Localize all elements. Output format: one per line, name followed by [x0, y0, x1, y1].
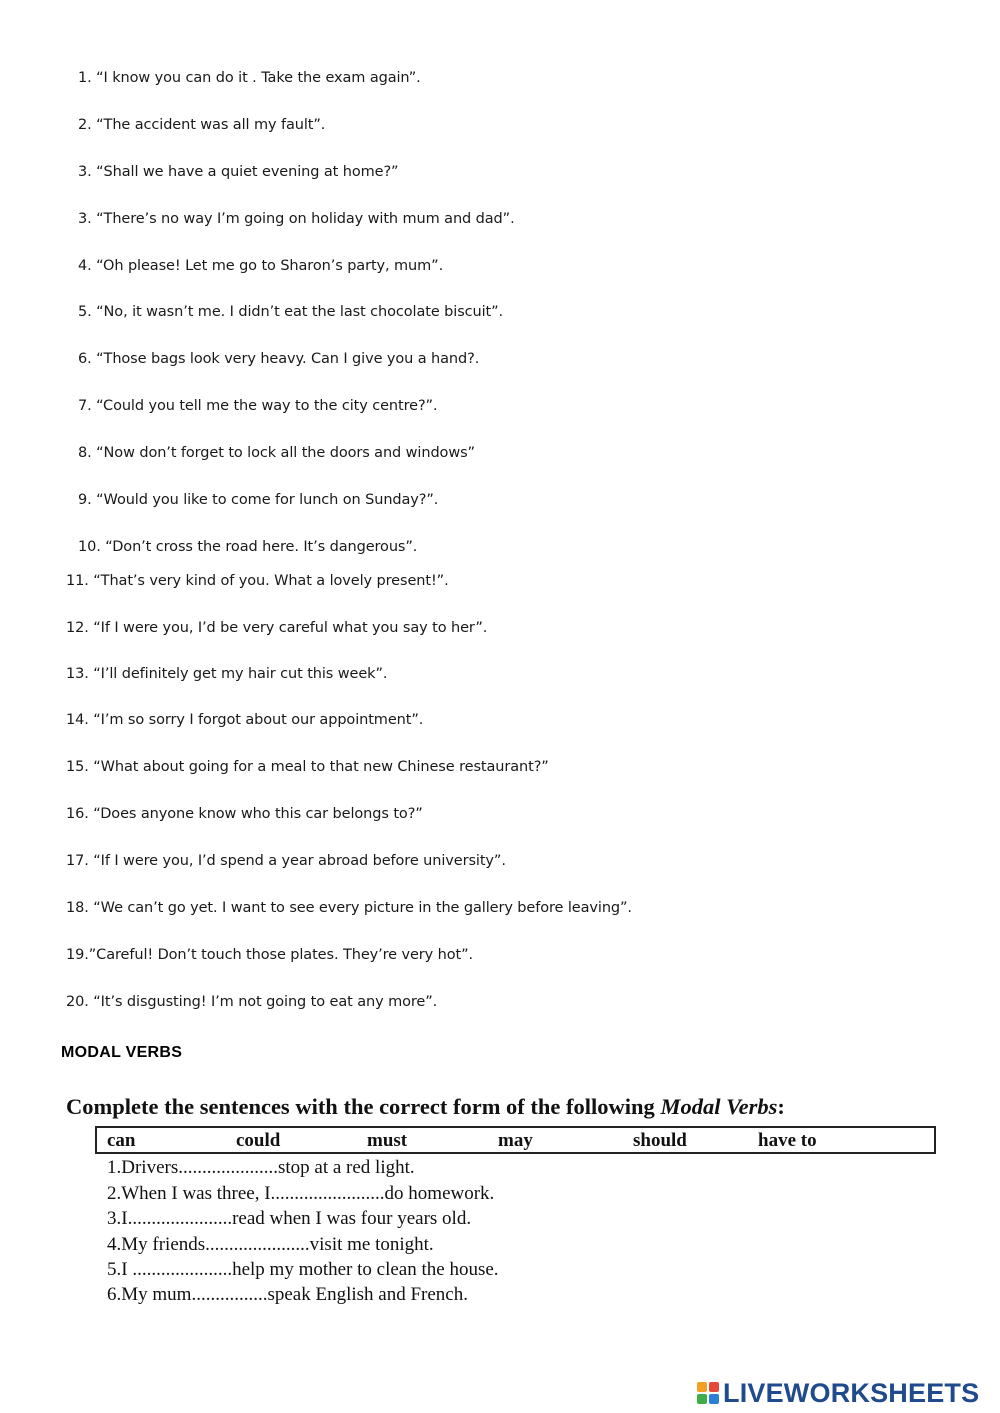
question-1: 1. “I know you can do it . Take the exam again”. — [78, 70, 421, 86]
logo-square-2 — [709, 1382, 719, 1392]
word-must: must — [367, 1130, 408, 1151]
sentence-3: 3.I......................read when I was four years old. — [107, 1208, 472, 1229]
question-15: 15. “What about going for a meal to that new Chinese restaurant?” — [66, 759, 549, 775]
instruction-suffix: : — [777, 1094, 785, 1119]
liveworksheets-logo-icon — [697, 1382, 719, 1404]
question-3b: 3. “There’s no way I’m going on holiday with mum and dad”. — [78, 211, 515, 227]
word-may: may — [498, 1130, 533, 1151]
logo-square-3 — [697, 1394, 707, 1404]
question-20: 20. “It’s disgusting! I’m not going to eat any more”. — [66, 994, 438, 1010]
instruction-emphasis: Modal Verbs — [660, 1094, 778, 1119]
word-have-to: have to — [758, 1130, 817, 1151]
question-10: 10. “Don’t cross the road here. It’s dangerous”. — [78, 539, 418, 555]
question-16: 16. “Does anyone know who this car belongs to?” — [66, 806, 423, 822]
question-18: 18. “We can’t go yet. I want to see every picture in the gallery before leaving”. — [66, 900, 632, 916]
word-should: should — [633, 1130, 687, 1151]
question-4: 4. “Oh please! Let me go to Sharon’s party, mum”. — [78, 258, 444, 274]
instruction-prefix: Complete the sentences with the correct form of the following — [66, 1094, 661, 1119]
logo-square-1 — [697, 1382, 707, 1392]
word-can: can — [107, 1130, 136, 1151]
sentence-5: 5.I .....................help my mother to clean the house. — [107, 1259, 499, 1280]
question-13: 13. “I’ll definitely get my hair cut this week”. — [66, 666, 388, 682]
logo-square-4 — [709, 1394, 719, 1404]
question-6: 6. “Those bags look very heavy. Can I give you a hand?. — [78, 351, 480, 367]
word-could: could — [236, 1130, 281, 1151]
question-3a: 3. “Shall we have a quiet evening at home?” — [78, 164, 399, 180]
question-7: 7. “Could you tell me the way to the city centre?”. — [78, 398, 438, 414]
question-5: 5. “No, it wasn’t me. I didn’t eat the last chocolate biscuit”. — [78, 304, 504, 320]
word-box — [95, 1126, 936, 1154]
question-2: 2. “The accident was all my fault”. — [78, 117, 326, 133]
question-8: 8. “Now don’t forget to lock all the doors and windows” — [78, 445, 475, 461]
sentence-6: 6.My mum................speak English and French. — [107, 1284, 468, 1305]
question-11: 11. “That’s very kind of you. What a lovely present!”. — [66, 573, 449, 589]
question-19: 19.”Careful! Don’t touch those plates. They’re very hot”. — [66, 947, 474, 963]
sentence-4: 4.My friends......................visit me tonight. — [107, 1234, 434, 1255]
liveworksheets-watermark — [697, 1377, 979, 1409]
instruction-line — [66, 1094, 785, 1120]
section-heading: MODAL VERBS — [61, 1044, 183, 1061]
question-17: 17. “If I were you, I’d spend a year abroad before university”. — [66, 853, 506, 869]
question-12: 12. “If I were you, I’d be very careful what you say to her”. — [66, 620, 488, 636]
liveworksheets-wordmark: LIVEWORKSHEETS — [723, 1377, 980, 1408]
question-9: 9. “Would you like to come for lunch on Sunday?”. — [78, 492, 439, 508]
sentence-2: 2.When I was three, I........................do homework. — [107, 1183, 495, 1204]
sentence-1: 1.Drivers.....................stop at a red light. — [107, 1157, 415, 1178]
question-14: 14. “I’m so sorry I forgot about our appointment”. — [66, 712, 424, 728]
